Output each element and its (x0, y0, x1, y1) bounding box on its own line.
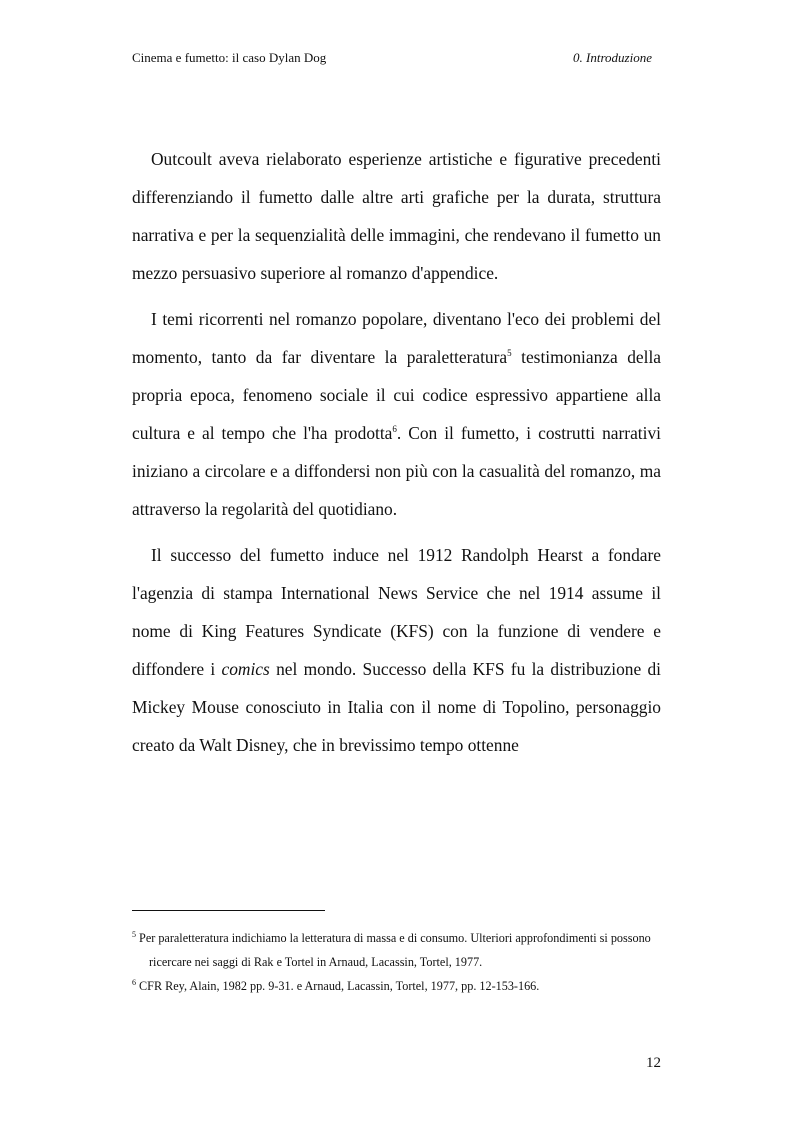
paragraph-2 (132, 300, 661, 528)
footnote-number: 6 (132, 978, 136, 987)
running-header-chapter: 0. Introduzione (573, 50, 652, 65)
paragraph-2-part-c: . Con il fumetto, i costrutti narrativi iniziano a circolare e a diffondersi non più con la casualità del romanzo, ma attraverso la regolarità del quotidiano. (132, 423, 661, 519)
body-text (132, 140, 661, 772)
paragraph-2-part-a: I temi ricorrenti nel romanzo popolare, diventano l'eco dei problemi del momento, tanto da far diventare la paraletteratura (132, 309, 661, 367)
footnote-text: Per paraletteratura indichiamo la letteratura di massa e di consumo. Ulteriori approfondimenti si possono ricercare nei saggi di Rak e Tortel in Arnaud, Lacassin, Tortel, 1977. (139, 931, 651, 969)
footnote-number: 5 (132, 930, 136, 939)
footnote-ref-5: 5 (507, 348, 512, 358)
footnotes (132, 926, 661, 998)
paragraph-3-emphasis: comics (221, 659, 270, 679)
paragraph-2-part-b: testimonianza della propria epoca, fenomeno sociale il cui codice espressivo appartiene alla cultura e al tempo che l'ha prodotta (132, 347, 662, 443)
paragraph-3-part-a: Il successo del fumetto induce nel 1912 Randolph Hearst a fondare l'agenzia di stampa International News Service che nel 1914 assume il nome di King Features Syndicate (KFS) con la funzione di vendere e diffondere i (132, 545, 661, 679)
paragraph-3-part-b: nel mondo. Successo della KFS fu la distribuzione di Mickey Mouse conosciuto in Italia con il nome di Topolino, personaggio creato da Walt Disney, che in brevissimo tempo ottenne (132, 659, 661, 755)
footnote-text: CFR Rey, Alain, 1982 pp. 9-31. e Arnaud, Lacassin, Tortel, 1977, pp. 12-153-166. (139, 979, 540, 993)
paragraph-3 (132, 536, 661, 764)
paragraph-1: Outcoult aveva rielaborato esperienze artistiche e figurative precedenti differenziando il fumetto dalle altre arti grafiche per la durata, struttura narrativa e per la sequenzialità delle immagini, che rendevano il fumetto un mezzo persuasivo superiore al romanzo d'appendice. (132, 149, 661, 283)
footnote-ref-6: 6 (392, 424, 397, 434)
footnote-separator (132, 910, 325, 911)
running-header-title: Cinema e fumetto: il caso Dylan Dog (132, 50, 327, 65)
page-number: 12 (646, 1055, 661, 1071)
footnote-6 (132, 974, 661, 998)
footnote-5 (132, 926, 661, 974)
